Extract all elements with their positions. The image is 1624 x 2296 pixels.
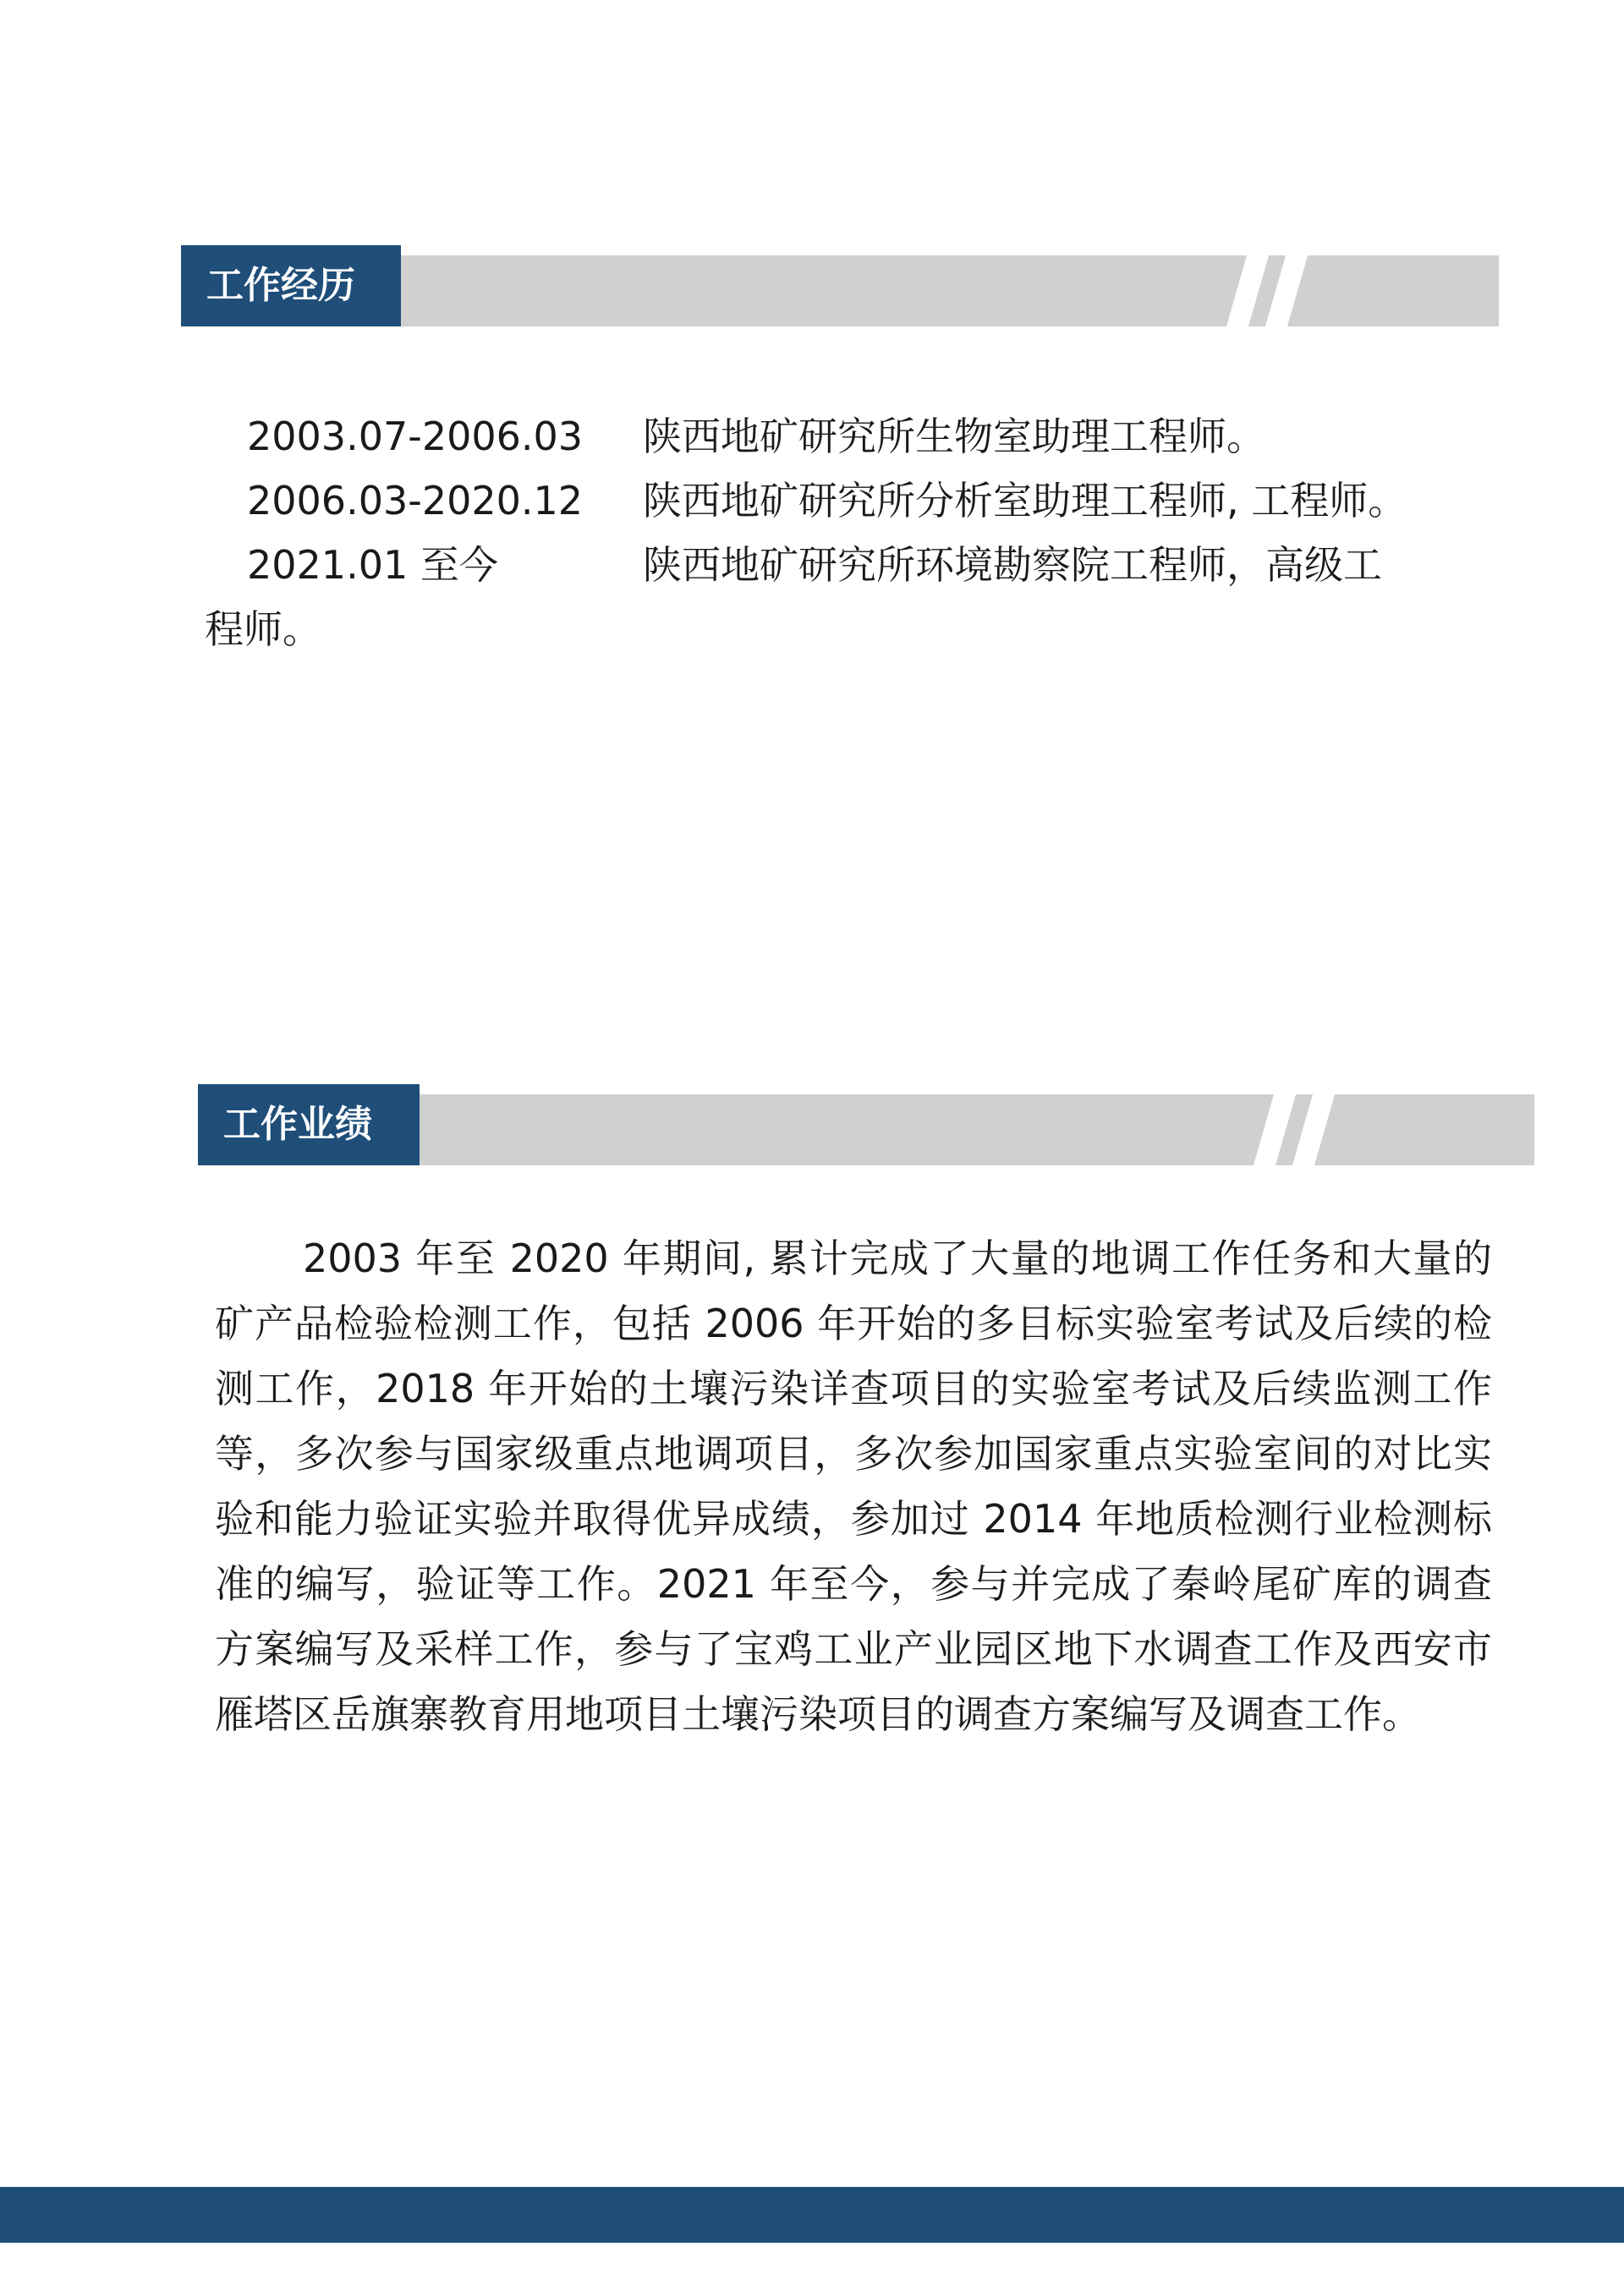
entry-description: 陕西地矿研究所生物室助理工程师。 (643, 414, 1265, 459)
footer-bar (0, 2187, 1624, 2243)
list-item (205, 469, 1473, 533)
entry-description: 陕西地矿研究所分析室助理工程师, 工程师。 (643, 478, 1407, 523)
entry-description-continuation: 程师。 (205, 606, 321, 652)
achievement-paragraph: 2003 年至 2020 年期间, 累计完成了大量的地调工作任务和大量的矿产品检验检测工作，包括 2006 年开始的多目标实验室考试及后续的检测工作，2018 年开始的土壤污染详查项目的实验室考试及后续监测工作等，多次参与国家级重点地调项目，多次参加国家重点实验室间的对比实验和能力验证实验并取得优异成绩，参加过 2014 年地质检测行业检测标准的编写，验证等工作。2021 年至今，参与并完成了秦岭尾矿库的调查方案编写及采样工作，参与了宝鸡工业产业园区地下水调查工作及西安市雁塔区岳旗寨教育用地项目土壤污染项目的调查方案编写及调查工作。 (215, 1236, 1492, 1737)
list-item (205, 533, 1473, 597)
section-title: 工作经历 (181, 245, 401, 326)
list-item (205, 404, 1473, 469)
entry-description: 陕西地矿研究所环境勘察院工程师，高级工 (643, 542, 1382, 588)
entry-date: 2003.07-2006.03 (247, 414, 584, 459)
section-title: 工作业绩 (198, 1084, 420, 1165)
entry-date: 2006.03-2020.12 (247, 478, 584, 523)
work-experience-list (205, 404, 1473, 661)
work-experience-header (181, 245, 1499, 326)
entry-date: 2021.01 至今 (247, 542, 498, 588)
work-achievements-body (215, 1226, 1492, 1747)
work-achievements-header (198, 1084, 1534, 1165)
